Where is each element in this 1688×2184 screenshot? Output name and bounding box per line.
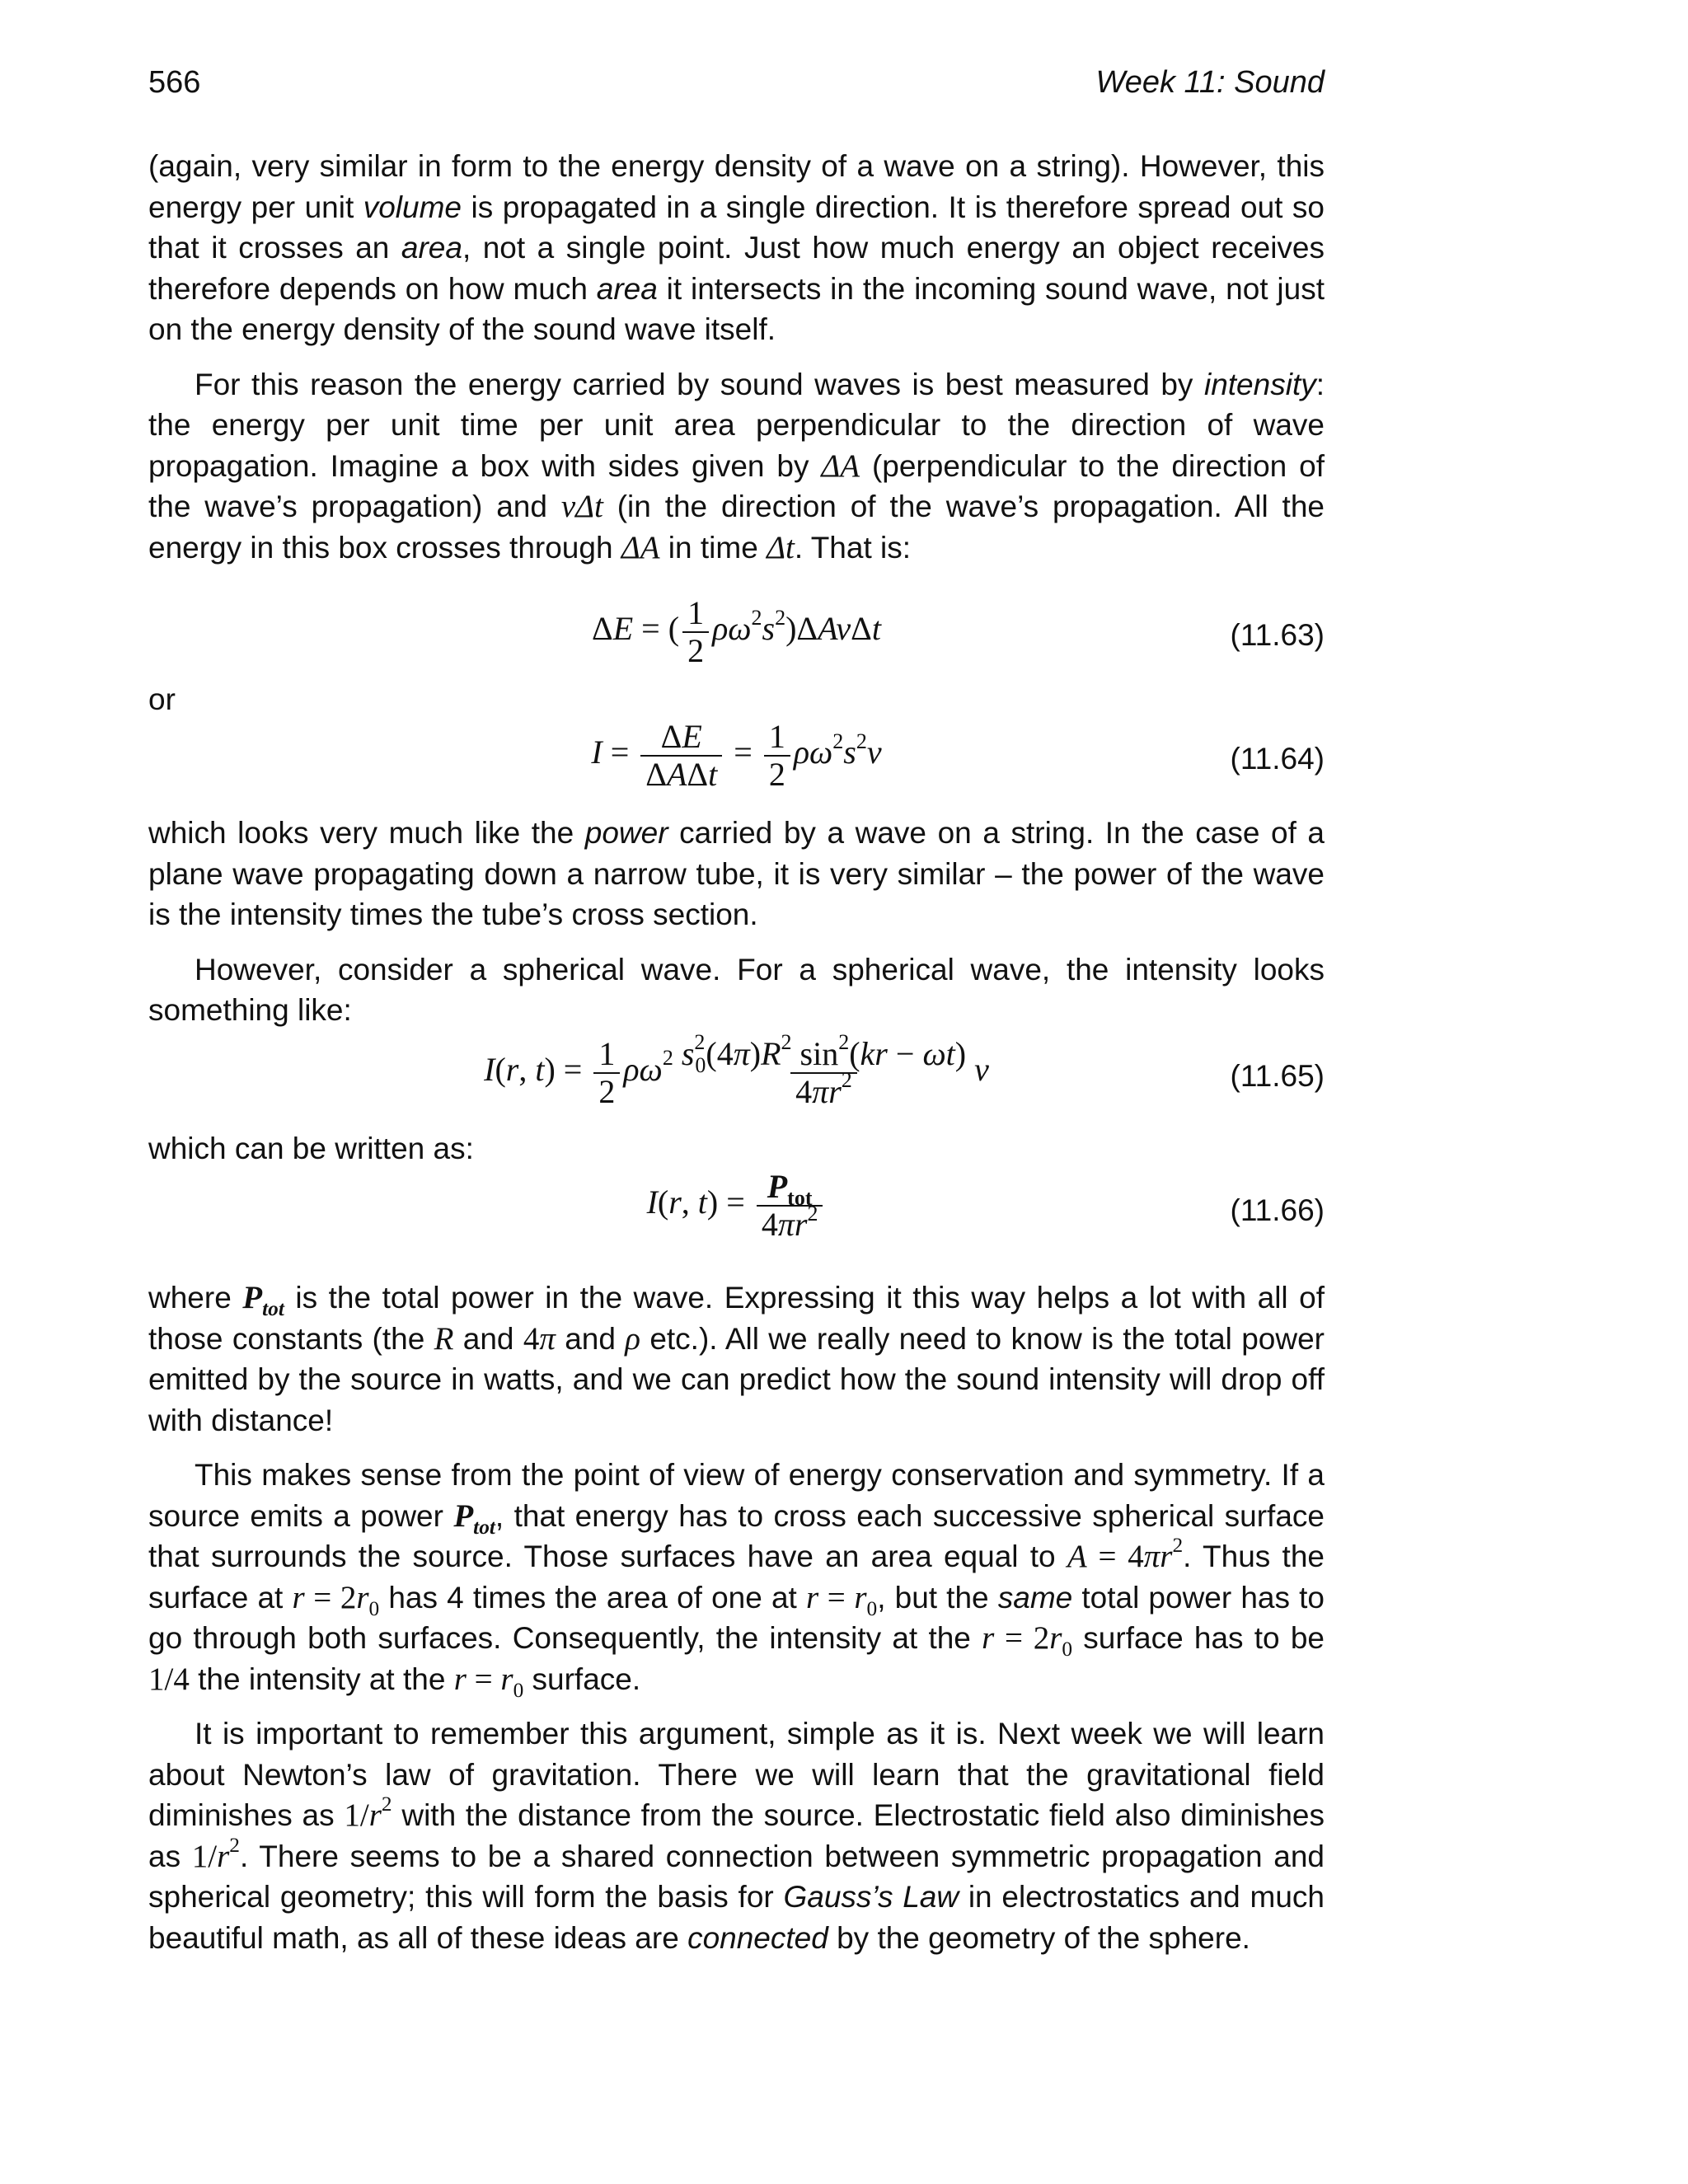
equation-11-66 — [148, 1169, 1325, 1277]
math-4pi: 4π — [523, 1320, 556, 1357]
equation-number: (11.63) — [1230, 618, 1325, 652]
text-run: etc.). All we really need to know is the total power emitted by the source in watts, and we can predict how the sound intensity will drop off with distance! — [148, 1321, 1325, 1437]
text-run: by the geometry of the sphere. — [828, 1920, 1250, 1955]
text-run: (perpendicular to the direction of the wave’s propagation) and — [148, 448, 1325, 523]
paragraph-3 — [148, 813, 1325, 935]
math-inline: ΔA — [621, 529, 660, 565]
math-quarter: 1/4 — [148, 1661, 190, 1697]
math-r-2r0: $r = 2r_0$ — [292, 1579, 380, 1620]
emphasis: Gauss’s Law — [783, 1880, 959, 1914]
text-run: , that energy has to cross each successive spherical surface that surrounds the source. Those surfaces have an area equal to — [148, 1498, 1325, 1573]
math-r-r0: $r = r_0$ — [805, 1579, 878, 1620]
text-run: where — [148, 1281, 243, 1315]
equation-body: I(r, t) = $\frac{P_{tot}}{4\pi r^2}$ — [148, 1169, 1325, 1243]
text-run: surface. — [523, 1661, 641, 1696]
text-run: has 4 times the area of one at — [379, 1580, 806, 1615]
emphasis: intensity — [1203, 367, 1316, 401]
text-run: carried by a wave on a string. In the case of a plane wave propagating down a narrow tube, it is very similar – the power of the wave is the intensity times the tube’s cross section. — [148, 816, 1325, 931]
text-run: (again, very similar in form to the energy density of a wave on a string). However, this energy per unit — [148, 149, 1325, 224]
emphasis: power — [584, 816, 668, 850]
text-run: is propagated in a single direction. It is therefore spread out so that it crosses an — [148, 190, 1325, 265]
math-inline: ΔA — [821, 448, 860, 484]
paragraph-7 — [148, 1455, 1325, 1702]
math-r-2r0: $r = 2r_0$ — [982, 1620, 1073, 1661]
paragraph-2 — [148, 364, 1325, 569]
text-run: This makes sense from the point of view of energy conservation and symmetry. If a source emits a power — [148, 1458, 1325, 1533]
math-inverse-square: $1/r^2$ — [344, 1793, 392, 1833]
emphasis: area — [596, 271, 658, 306]
body-text — [148, 146, 1325, 1972]
text-run: with the distance from the source. Electrostatic field also diminishes as — [148, 1798, 1325, 1873]
text-run: For this reason the energy carried by sound waves is best measured by — [195, 367, 1204, 401]
equation-number: (11.65) — [1230, 1058, 1325, 1093]
text-run: , but the — [877, 1580, 998, 1615]
emphasis: connected — [687, 1920, 828, 1955]
text-run: and — [555, 1321, 626, 1356]
math-inline: Δt — [767, 529, 795, 565]
or-text: or — [148, 682, 176, 716]
emphasis: same — [997, 1580, 1073, 1615]
math-area: $A = 4\pi r^2$ — [1067, 1534, 1184, 1574]
equation-body: I = $\frac{\Delta E}{\text{ΔAΔt}}$ = $\frac{1}{2}$ $\rho\omega^2s^2v$ — [591, 718, 882, 793]
emphasis: volume — [363, 190, 462, 224]
page-number: 566 — [148, 65, 201, 100]
math-inline: vΔt — [560, 489, 603, 524]
math-rho: ρ — [625, 1320, 640, 1357]
text-run: in time — [659, 530, 767, 565]
text-run: total power has to go through both surfaces. Consequently, the intensity at the — [148, 1580, 1325, 1655]
text-run: However, consider a spherical wave. For a spherical wave, the intensity looks something like: — [148, 952, 1325, 1027]
text-run: : the energy per unit time per unit area perpendicular to the direction of wave propagation. Imagine a box with sides given by — [148, 367, 1325, 483]
paragraph-5 — [148, 1128, 1325, 1169]
equation-number: (11.64) — [1230, 742, 1325, 776]
text-run: It is important to remember this argument, simple as it is. Next week we will learn about Newton’s law of gravitation. There we will learn that the gravitational field diminishes as — [148, 1717, 1325, 1832]
text-run: . There seems to be a shared connection between symmetric propagation and spherical geometry; this will form the basis for — [148, 1839, 1325, 1914]
text-run: the intensity at the — [189, 1661, 454, 1696]
equation-number: (11.66) — [1230, 1193, 1325, 1227]
math-ptot: $P_{tot}$ — [453, 1497, 495, 1539]
math-r-r0: $r = r_0$ — [453, 1661, 524, 1702]
text-run: which can be written as: — [148, 1131, 474, 1165]
paragraph-1 — [148, 146, 1325, 350]
equation-body: ΔE = ( $\frac{1}{2}$ $\rho\omega^2s^2)\Delta Av\Delta t$ — [592, 594, 881, 669]
text-run: , not a single point. Just how much energy an object receives therefore depends on how much — [148, 231, 1325, 306]
equation-body: I(r, t) = $\frac{1}{2}$ $\rho\omega^2$ $\frac{s^2_0(4\pi)R^2 \sin^2(kr - \omega t)}{4\pi r^2}$ v — [484, 1030, 989, 1110]
emphasis: area — [401, 231, 462, 265]
text-run: and — [453, 1321, 523, 1356]
math-R: R — [434, 1320, 454, 1357]
text-run: in electrostatics and much beautiful math, as all of these ideas are — [148, 1880, 1325, 1955]
math-ptot: $P_{tot}$ — [242, 1280, 284, 1320]
equation-11-64 — [148, 718, 1325, 813]
text-run: (in the direction of the wave’s propagation. All the energy in this box crosses through — [148, 490, 1325, 565]
equation-11-63 — [148, 582, 1325, 679]
paragraph-4 — [148, 949, 1325, 1031]
text-run: . Thus the surface at — [148, 1540, 1325, 1615]
equation-11-65 — [148, 1031, 1325, 1128]
text-run: . That is: — [794, 530, 912, 565]
text-run: it intersects in the incoming sound wave, not just on the energy density of the sound wave itself. — [148, 271, 1325, 346]
text-run: which looks very much like the — [148, 816, 585, 850]
math-inverse-square: $1/r^2$ — [191, 1833, 240, 1874]
running-title: Week 11: Sound — [1095, 65, 1325, 100]
paragraph-6 — [148, 1277, 1325, 1441]
text-run: is the total power in the wave. Expressing it this way helps a lot with all of those constants (the — [148, 1281, 1325, 1356]
paragraph-8 — [148, 1713, 1325, 1958]
text-run: surface has to be — [1072, 1621, 1325, 1655]
